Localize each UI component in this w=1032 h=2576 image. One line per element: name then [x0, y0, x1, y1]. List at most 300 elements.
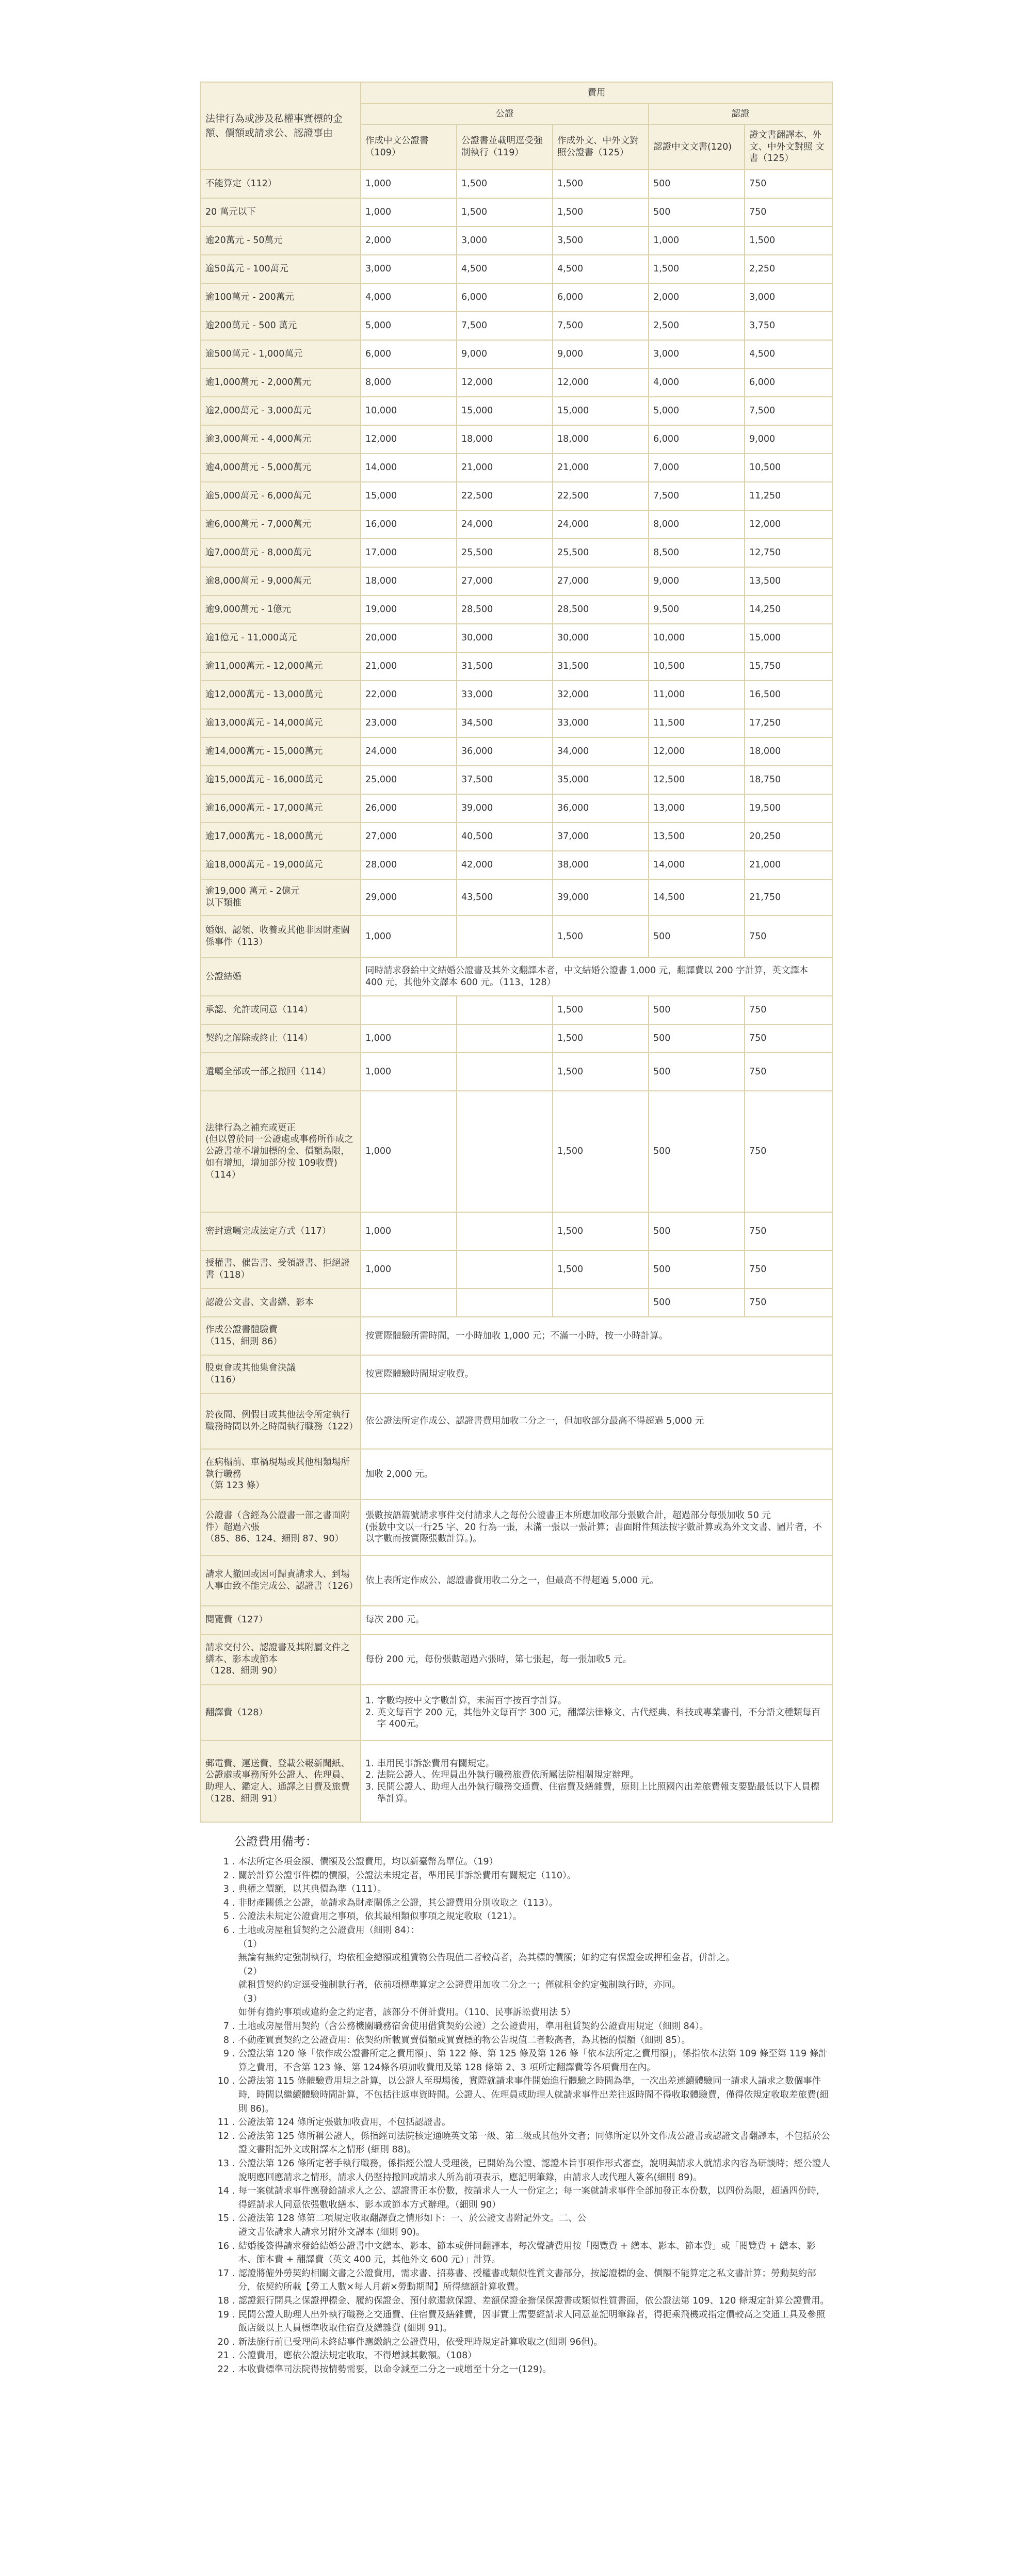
fee-value: 3,750 — [745, 312, 832, 340]
fee-value: 31,500 — [553, 652, 649, 681]
fee-value: 500 — [649, 915, 745, 958]
note-item: 20 . 新法施行前已受理尚未終結事件應繳納之公證費用，依受理時規定計算收取之(細則 96但)。 — [214, 2336, 832, 2349]
note-text: 公證法第 125 條所稱公證人，係指經司法院核定通曉英文第一級、第二級或其他外文者；同條所定以外文作成公證書或認證文書翻譯本，不包括於公證文書附記外文或附譯本之情形 (細則 88)。 — [238, 2131, 830, 2155]
fee-value: 1,500 — [553, 1250, 649, 1289]
note-text: 公證法第 128 條第二項規定收取翻譯費之情形如下：一、於公證文書附記外文。二、公 — [238, 2213, 587, 2224]
row-label: 逾500萬元 - 1,000萬元 — [201, 340, 361, 368]
fee-value: 1,500 — [457, 170, 553, 198]
row-label: 請求人撤回或因可歸責請求人、到場人事由致不能完成公、認證書（126） — [201, 1555, 361, 1606]
table-row — [201, 766, 832, 794]
fee-value: 1,500 — [553, 1091, 649, 1212]
fee-value: 11,500 — [649, 709, 745, 737]
table-row — [201, 1685, 832, 1741]
note-text: 如併有擔約事項或違約金之約定者，該部分不併計費用。（110、民事訴訟費用法 5） — [238, 2007, 576, 2018]
fee-value: 25,500 — [553, 539, 649, 567]
note-item: 17 . 認證將僱外勞契約相關文書之公證費用，需求書、招募書、授權書或類似性質文書部分，按認證標的金、價額不能算定之私文書計算；勞動契約部分，依契約所載【勞工人數×每人月薪×勞動期間】所得總額計算收費。 — [214, 2267, 832, 2294]
note-text: 公證法第 120 條「依作成公證書所定之費用額」、第 122 條、第 125 條及第 126 條「依本法所定之費用額」，係指依本法第 109 條至第 119 條計算之費用，不含第 123 條、第 124條各項加收費用及第 128 條第 2、3 項所定翻譯費等各項費用在內。 — [238, 2049, 828, 2073]
table-row — [201, 1741, 832, 1822]
fee-value: 30,000 — [457, 624, 553, 652]
fee-value: 750 — [745, 915, 832, 958]
fee-value: 1,500 — [553, 915, 649, 958]
fee-value: 9,000 — [553, 340, 649, 368]
header-col2: 公證書並載明逕受強制執行（119） — [457, 124, 553, 170]
row-label: 逾5,000萬元 - 6,000萬元 — [201, 482, 361, 510]
fee-value: 43,500 — [457, 879, 553, 915]
row-label: 逾17,000萬元 - 18,000萬元 — [201, 823, 361, 851]
fee-value: 33,000 — [457, 681, 553, 709]
fee-value: 36,000 — [457, 737, 553, 766]
fee-value: 750 — [745, 170, 832, 198]
note-item: 8 . 不動產買賣契約之公證費用：依契約所載買賣價額或買賣標的物公告現值二者較高者，為其標的價額（細則 85）。 — [214, 2034, 832, 2048]
fee-value: 18,000 — [457, 425, 553, 454]
fee-value: 39,000 — [553, 879, 649, 915]
span-text: 每次 200 元。 — [361, 1606, 832, 1634]
fee-value: 750 — [745, 1091, 832, 1212]
fee-value: 1,000 — [361, 198, 457, 227]
note-number: 8 — [223, 2035, 229, 2046]
row-label: 公證結婚 — [201, 958, 361, 996]
table-row — [201, 567, 832, 595]
fee-value — [457, 996, 553, 1024]
fee-value: 21,000 — [457, 454, 553, 482]
fee-value: 1,500 — [553, 1024, 649, 1053]
span-text: 加收 2,000 元。 — [361, 1449, 832, 1500]
fee-value: 37,500 — [457, 766, 553, 794]
fee-value: 25,000 — [361, 766, 457, 794]
fee-value: 12,500 — [649, 766, 745, 794]
fee-value: 8,000 — [361, 368, 457, 397]
fee-value: 42,000 — [457, 851, 553, 879]
fee-value: 24,000 — [553, 510, 649, 539]
fee-value: 4,000 — [649, 368, 745, 397]
table-row — [201, 425, 832, 454]
fee-value: 28,500 — [553, 595, 649, 624]
fee-value: 4,500 — [553, 255, 649, 283]
fee-value: 9,000 — [457, 340, 553, 368]
note-number: 13 — [217, 2159, 229, 2169]
row-label: 逾7,000萬元 - 8,000萬元 — [201, 539, 361, 567]
fee-value: 16,500 — [745, 681, 832, 709]
fee-value: 7,500 — [649, 482, 745, 510]
row-label: 逾11,000萬元 - 12,000萬元 — [201, 652, 361, 681]
fee-value: 34,500 — [457, 709, 553, 737]
fee-table — [200, 82, 833, 1823]
fee-notes — [200, 1833, 832, 2377]
row-label: 20 萬元以下 — [201, 198, 361, 227]
note-number: 4 — [223, 1897, 229, 1908]
fee-value: 1,500 — [553, 170, 649, 198]
fee-value: 30,000 — [553, 624, 649, 652]
fee-value: 20,250 — [745, 823, 832, 851]
fee-value — [361, 996, 457, 1024]
fee-value: 38,000 — [553, 851, 649, 879]
table-row — [201, 996, 832, 1024]
row-label: 契約之解除或終止（114） — [201, 1024, 361, 1053]
table-row — [201, 1449, 832, 1500]
table-row — [201, 227, 832, 255]
row-label: 遺囑全部或一部之撤回（114） — [201, 1053, 361, 1091]
row-label: 不能算定（112） — [201, 170, 361, 198]
row-label: 逾4,000萬元 - 5,000萬元 — [201, 454, 361, 482]
note-text: （1） — [238, 1939, 262, 1950]
fee-value: 15,750 — [745, 652, 832, 681]
note-number: 21 — [217, 2350, 229, 2361]
header-fee: 費用 — [361, 82, 832, 104]
fee-value: 500 — [649, 170, 745, 198]
note-item: 22 . 本收費標準司法院得按情勢需要，以命令減至二分之一或增至十分之一(129)。 — [214, 2363, 832, 2377]
row-label: 股東會或其他集會決議 （116） — [201, 1355, 361, 1393]
fee-value — [457, 1024, 553, 1053]
note-item: 7 . 土地或房屋借用契約（含公務機關職務宿舍使用借貸契約公證）之公證費用，準用租賃契約公證費用規定（細則 84）。 — [214, 2020, 832, 2034]
row-label: 逾8,000萬元 - 9,000萬元 — [201, 567, 361, 595]
note-number: 20 — [217, 2337, 229, 2347]
fee-value: 500 — [649, 1212, 745, 1250]
fee-value — [457, 1289, 553, 1317]
notes-title: 公證費用備考： — [234, 1835, 317, 1848]
list-item: 1. 車用民事訴訟費用有關規定。 — [365, 1758, 495, 1769]
note-item: 2 . 關於計算公證事件標的價額，公證法未規定者，準用民事訴訟費用有關規定（110）。 — [214, 1869, 832, 1883]
row-label: 逾13,000萬元 - 14,000萬元 — [201, 709, 361, 737]
list-item: 2. 英文每百字 200 元，其他外文每百字 300 元，翻譯法律條文、古代經典、科技或專業書刊，不分語文種類每百字 400元。 — [365, 1707, 828, 1731]
fee-table-body — [201, 170, 832, 1822]
row-label: 逾16,000萬元 - 17,000萬元 — [201, 794, 361, 823]
span-list — [361, 1685, 832, 1741]
fee-document — [200, 82, 832, 2377]
fee-value: 10,000 — [649, 624, 745, 652]
row-label: 逾200萬元 - 500 萬元 — [201, 312, 361, 340]
fee-value: 35,000 — [553, 766, 649, 794]
fee-value: 15,000 — [745, 624, 832, 652]
fee-value: 14,250 — [745, 595, 832, 624]
fee-value: 25,500 — [457, 539, 553, 567]
fee-value: 12,000 — [649, 737, 745, 766]
fee-value: 14,000 — [649, 851, 745, 879]
note-number: 7 — [223, 2021, 229, 2032]
row-label: 逾18,000萬元 - 19,000萬元 — [201, 851, 361, 879]
fee-value: 26,000 — [361, 794, 457, 823]
fee-value: 500 — [649, 1053, 745, 1091]
note-text: 本法所定各項金額、價額及公證費用，均以新臺幣為單位。（19） — [238, 1856, 498, 1867]
note-text: 證文書依請求人請求另附外文譯本 (細則 90)。 — [238, 2227, 425, 2237]
fee-value: 5,000 — [649, 397, 745, 425]
table-row — [201, 1250, 832, 1289]
note-text: 認證銀行開具之保證押標金、履約保證金、預付款還款保證、差額保證金擔保保證書或類似性質書面，依公證法第 109、120 條規定計算公證費用。 — [238, 2295, 830, 2306]
span-text: 依上表所定作成公、認證書費用收二分之一，但最高不得超過 5,000 元。 — [361, 1555, 832, 1606]
note-item: 11 . 公證法第 124 條所定張數加收費用，不包括認證書。 — [214, 2116, 832, 2130]
note-item: 1 . 本法所定各項金額、價額及公證費用，均以新臺幣為單位。（19） — [214, 1855, 832, 1869]
table-row — [201, 198, 832, 227]
note-text: 新法施行前已受理尚未終結事件應繳納之公證費用，依受理時規定計算收取之(細則 96但)。 — [238, 2337, 603, 2347]
fee-value: 7,500 — [553, 312, 649, 340]
list-item: 3. 民間公證人、助理人出外執行職務交通費、住宿費及繕雜費，原則上比照國內出差旅費報支要點最低以下人員標準計算。 — [365, 1781, 828, 1805]
fee-value: 27,000 — [361, 823, 457, 851]
fee-value: 2,000 — [361, 227, 457, 255]
table-row — [201, 1317, 832, 1355]
note-item: 3 . 典權之價額，以其典價為準（111）。 — [214, 1882, 832, 1896]
fee-value: 3,500 — [553, 227, 649, 255]
fee-value: 28,500 — [457, 595, 553, 624]
row-label: 逾1,000萬元 - 2,000萬元 — [201, 368, 361, 397]
note-text: 就租賃契約約定逕受強制執行者，依前項標準算定之公證費用加收二分之一；僅就租金約定強制執行時，亦同。 — [238, 1980, 681, 1991]
note-number: 10 — [217, 2076, 229, 2087]
fee-value: 27,000 — [457, 567, 553, 595]
row-label: 逾3,000萬元 - 4,000萬元 — [201, 425, 361, 454]
fee-value: 40,500 — [457, 823, 553, 851]
row-label: 逾100萬元 - 200萬元 — [201, 283, 361, 312]
note-text: 土地或房屋租賃契約之公證費用（細則 84）： — [238, 1925, 420, 1936]
note-number: 3 — [223, 1884, 229, 1895]
list-item-text: 車用民事訴訟費用有關規定。 — [377, 1758, 495, 1769]
fee-value — [361, 1289, 457, 1317]
fee-value: 750 — [745, 1212, 832, 1250]
fee-value: 1,000 — [361, 915, 457, 958]
fee-value: 750 — [745, 1024, 832, 1053]
fee-value: 13,500 — [745, 567, 832, 595]
row-label: 法律行為之補充或更正 (但以曾於同一公證處或事務所作成之公證書並不增加標的金、價額為限，如有增加，增加部分按 109收費) （114） — [201, 1091, 361, 1212]
fee-value: 1,000 — [361, 1212, 457, 1250]
list-item: 1. 字數均按中文字數計算，未滿百字按百字計算。 — [365, 1695, 567, 1706]
fee-value: 750 — [745, 996, 832, 1024]
note-text: 本收費標準司法院得按情勢需要，以命令減至二分之一或增至十分之一(129)。 — [238, 2364, 552, 2375]
note-text: 非財產關係之公證，並請求為財產關係之公證，其公證費用分別收取之（113）。 — [238, 1897, 558, 1908]
fee-value: 750 — [745, 1289, 832, 1317]
fee-value: 1,500 — [649, 255, 745, 283]
fee-value: 1,500 — [553, 1053, 649, 1091]
fee-value: 19,000 — [361, 595, 457, 624]
note-text: 認證將僱外勞契約相關文書之公證費用，需求書、招募書、授權書或類似性質文書部分，按認證標的金、價額不能算定之私文書計算；勞動契約部分，依契約所載【勞工人數×每人月薪×勞動期間】所得總額計算收費。 — [238, 2268, 816, 2293]
fee-value: 10,500 — [649, 652, 745, 681]
fee-value: 1,500 — [745, 227, 832, 255]
table-row — [201, 737, 832, 766]
row-label: 逾1億元 - 11,000萬元 — [201, 624, 361, 652]
row-label: 請求交付公、認證書及其附屬文件之繕本、影本或節本 （128、細則 90） — [201, 1634, 361, 1685]
header-notarization: 公證 — [361, 104, 649, 124]
row-label: 逾15,000萬元 - 16,000萬元 — [201, 766, 361, 794]
row-label: 作成公證書體驗費 （115、細則 86） — [201, 1317, 361, 1355]
row-label: 婚姻、認領、收養或其他非因財產關係事件（113） — [201, 915, 361, 958]
fee-value: 1,000 — [361, 170, 457, 198]
note-text: 公證法第 124 條所定張數加收費用，不包括認證書。 — [238, 2117, 451, 2128]
note-text: 無論有無約定強制執行，均依租金總額或租賃物公告現值二者較高者，為其標的價額；如約定有保證金或押租金者，併計之。 — [238, 1953, 735, 1963]
note-number: 12 — [217, 2131, 229, 2142]
fee-value: 7,500 — [745, 397, 832, 425]
table-row — [201, 851, 832, 879]
note-number: 14 — [217, 2186, 229, 2197]
fee-value: 1,000 — [361, 1053, 457, 1091]
fee-value: 29,000 — [361, 879, 457, 915]
note-text: 公證法第 115 條體驗費用規之計算，以公證人至現場後，實際就請求事件開始進行體驗之時間為準，一次出差連續體驗同一請求人請求之數個事件時，時間以繼續體驗時間計算，不包括往返車資時間。公證人、佐理員或助理人就請求事件出差往返時間不得收取體驗費，僅得依規定收取差旅費(細則 86)。 — [238, 2076, 829, 2114]
row-label: 翻譯費（128） — [201, 1685, 361, 1741]
fee-value: 8,000 — [649, 510, 745, 539]
note-item: 6 . 土地或房屋租賃契約之公證費用（細則 84）： （1） 無論有無約定強制執行，均依租金總額或租賃物公告現值二者較高者，為其標的價額；如約定有保證金或押租金者，併計之。 （2） 就租賃契約約定逕受強制執行者，依前項標準算定之公證費用加收二分之一；僅就租金約定強制執行時，亦同。 （3） 如併有擔約事項或違約金之約定者，該部分不併計費用。（110、民事訴訟費用法 5） — [214, 1924, 832, 2020]
note-item: 12 . 公證法第 125 條所稱公證人，係指經司法院核定通曉英文第一級、第二級或其他外文者；同條所定以外文作成公證書或認證文書翻譯本，不包括於公證文書附記外文或附譯本之情形 (細則 88)。 — [214, 2130, 832, 2157]
fee-value: 1,500 — [553, 1212, 649, 1250]
fee-value: 22,000 — [361, 681, 457, 709]
table-row — [201, 794, 832, 823]
row-label: 承認、允許或同意（114） — [201, 996, 361, 1024]
note-number: 1 — [223, 1856, 229, 1867]
fee-value: 9,500 — [649, 595, 745, 624]
header-col3: 作成外文、中外文對照公證書（125） — [553, 124, 649, 170]
fee-value: 12,000 — [457, 368, 553, 397]
note-number: 2 — [223, 1870, 229, 1881]
note-text: 土地或房屋借用契約（含公務機關職務宿舍使用借貸契約公證）之公證費用，準用租賃契約公證費用規定（細則 84）。 — [238, 2021, 709, 2032]
fee-value — [457, 1053, 553, 1091]
row-label: 授權書、催告書、受領證書、拒絕證書（118） — [201, 1250, 361, 1289]
fee-value: 12,750 — [745, 539, 832, 567]
fee-value: 18,000 — [553, 425, 649, 454]
fee-value: 1,500 — [553, 996, 649, 1024]
table-row — [201, 1289, 832, 1317]
fee-value: 3,000 — [745, 283, 832, 312]
fee-value: 14,000 — [361, 454, 457, 482]
fee-value — [457, 1091, 553, 1212]
note-item: 16 . 結婚後簽得請求發給結婚公證書中文繕本、影本、節本或併同翻譯本，每次聲請費用按「閱覽費 + 繕本、影本、節本費」或「閱覽費 + 繕本、影本、節本費 + 翻譯費（英文 400 元，其他外文 600 元）」計算。 — [214, 2240, 832, 2267]
table-row — [201, 624, 832, 652]
span-text: 按實際體驗所需時間，一小時加收 1,000 元；不滿一小時，按一小時計算。 — [361, 1317, 832, 1355]
fee-value: 39,000 — [457, 794, 553, 823]
fee-value: 32,000 — [553, 681, 649, 709]
note-item: 13 . 公證法第 126 條所定著手執行職務，係指經公證人受理後，已開始為公證、認證本旨事項作形式審查，說明與請求人就請求內容為研談時；經公證人說明應回應請求之情形，請求人仍堅持撤回或請求人所為前項表示，應記明筆錄，由請求人或代理人簽名(細則 89)。 — [214, 2157, 832, 2184]
table-row — [201, 482, 832, 510]
fee-value: 3,000 — [457, 227, 553, 255]
table-row — [201, 1634, 832, 1685]
table-row — [201, 1024, 832, 1053]
fee-value: 14,500 — [649, 879, 745, 915]
table-row — [201, 709, 832, 737]
fee-value: 37,000 — [553, 823, 649, 851]
fee-value: 6,000 — [457, 283, 553, 312]
fee-value: 4,500 — [745, 340, 832, 368]
list-item: 2. 法院公證人、佐理員出外執行職務旅費依所屬法院相關規定辦理。 — [365, 1770, 639, 1781]
table-row — [201, 539, 832, 567]
fee-value: 9,000 — [649, 567, 745, 595]
table-row — [201, 170, 832, 198]
row-label: 逾50萬元 - 100萬元 — [201, 255, 361, 283]
note-text: 公證法未規定公證費用之事項，依其最相類似事項之規定收取（121）。 — [238, 1911, 522, 1922]
fee-value: 15,000 — [361, 482, 457, 510]
fee-value: 18,000 — [361, 567, 457, 595]
fee-value: 1,000 — [361, 1091, 457, 1212]
fee-value: 17,000 — [361, 539, 457, 567]
fee-value: 28,000 — [361, 851, 457, 879]
row-label: 公證書（含經為公證書一部之書面附件）超過六張 （85、86、124、細則 87、90） — [201, 1500, 361, 1555]
notes-list — [214, 1855, 832, 2377]
fee-value: 36,000 — [553, 794, 649, 823]
fee-value: 7,500 — [457, 312, 553, 340]
fee-value: 22,500 — [553, 482, 649, 510]
note-text: 公證法第 126 條所定著手執行職務，係指經公證人受理後，已開始為公證、認證本旨事項作形式審查，說明與請求人就請求內容為研談時；經公證人說明應回應請求之情形，請求人仍堅持撤回或請求人所為前項表示，應記明筆錄，由請求人或代理人簽名(細則 89)。 — [238, 2159, 830, 2183]
fee-value: 6,000 — [649, 425, 745, 454]
fee-value: 500 — [649, 1024, 745, 1053]
table-row — [201, 1091, 832, 1212]
fee-value: 31,500 — [457, 652, 553, 681]
fee-value: 10,000 — [361, 397, 457, 425]
fee-value: 21,000 — [745, 851, 832, 879]
note-item: 21 . 公證費用，應依公證法規定收取，不得增減其數額。（108） — [214, 2349, 832, 2363]
row-label: 閱覽費（127） — [201, 1606, 361, 1634]
fee-value: 15,000 — [553, 397, 649, 425]
list-item-text: 法院公證人、佐理員出外執行職務旅費依所屬法院相關規定辦理。 — [377, 1770, 639, 1781]
fee-value: 6,000 — [361, 340, 457, 368]
table-row — [201, 1393, 832, 1449]
table-row — [201, 1355, 832, 1393]
table-row — [201, 510, 832, 539]
fee-value: 18,750 — [745, 766, 832, 794]
fee-value: 500 — [649, 1250, 745, 1289]
fee-value: 11,000 — [649, 681, 745, 709]
fee-value — [457, 1250, 553, 1289]
table-row — [201, 823, 832, 851]
fee-value: 15,000 — [457, 397, 553, 425]
fee-value: 750 — [745, 1250, 832, 1289]
note-number: 22 — [217, 2364, 229, 2375]
fee-value: 24,000 — [361, 737, 457, 766]
fee-value: 18,000 — [745, 737, 832, 766]
note-number: 18 — [217, 2295, 229, 2306]
fee-value — [553, 1289, 649, 1317]
note-item: 9 . 公證法第 120 條「依作成公證書所定之費用額」、第 122 條、第 125 條及第 126 條「依本法所定之費用額」，係指依本法第 109 條至第 119 條計算之費用，不含第 123 條、第 124條各項加收費用及第 128 條第 2、3 項所定翻譯費等各項費用在內。 — [214, 2047, 832, 2074]
table-row — [201, 1212, 832, 1250]
note-number: 11 — [217, 2117, 229, 2128]
table-row — [201, 255, 832, 283]
fee-value: 1,000 — [649, 227, 745, 255]
row-label: 在病榻前、車禍現場或其他相類場所執行職務 （第 123 條） — [201, 1449, 361, 1500]
fee-value: 13,000 — [649, 794, 745, 823]
header-subject: 法律行為或涉及私權事實標的金額、價額或請求公、認證事由 — [201, 82, 361, 170]
table-row — [201, 652, 832, 681]
table-row — [201, 454, 832, 482]
note-item: 14 . 每一案就請求事件應發給請求人之公、認證書正本份數，按請求人一人一份定之；每一案就請求事件全部加發正本份數，以四份為限，超過四份時，得經請求人同意依張數收繕本、影本或節本方式辦理。（細則 90） — [214, 2184, 832, 2212]
fee-value: 8,500 — [649, 539, 745, 567]
row-label: 逾6,000萬元 - 7,000萬元 — [201, 510, 361, 539]
note-number: 5 — [223, 1911, 229, 1922]
span-text: 依公證法所定作成公、認證書費用加收二分之一，但加收部分最高不得超過 5,000 元 — [361, 1393, 832, 1449]
fee-value: 13,500 — [649, 823, 745, 851]
fee-value: 750 — [745, 198, 832, 227]
table-row — [201, 397, 832, 425]
fee-value: 1,000 — [361, 1250, 457, 1289]
table-row — [201, 1053, 832, 1091]
fee-value: 500 — [649, 1091, 745, 1212]
fee-value: 1,000 — [361, 1024, 457, 1053]
fee-value — [457, 915, 553, 958]
row-label: 郵電費、運送費、登載公報新聞紙、公證處或事務所外公證人、佐理員、助理人、鑑定人、通譯之日費及旅費 （128、細則 91） — [201, 1741, 361, 1822]
fee-value: 2,000 — [649, 283, 745, 312]
table-row — [201, 1606, 832, 1634]
table-row — [201, 312, 832, 340]
row-label: 逾9,000萬元 - 1億元 — [201, 595, 361, 624]
note-item: 4 . 非財產關係之公證，並請求為財產關係之公證，其公證費用分別收取之（113）。 — [214, 1896, 832, 1910]
fee-value: 23,000 — [361, 709, 457, 737]
fee-value: 2,250 — [745, 255, 832, 283]
fee-value: 1,500 — [457, 198, 553, 227]
header-authentication: 認證 — [649, 104, 832, 124]
note-item: 19 . 民間公證人助理人出外執行職務之交通費、住宿費及繕雜費，因事實上需要經請求人同意並記明筆錄者，得扼乘飛機或指定價較高之交通工具及參照飯店級以上人員標準收取住宿費及繕雜費 (細則 91)。 — [214, 2308, 832, 2336]
note-number: 9 — [223, 2049, 229, 2059]
note-number: 16 — [217, 2241, 229, 2251]
note-text: （2） — [238, 1966, 262, 1977]
header-col1: 作成中文公證書（109） — [361, 124, 457, 170]
note-text: 民間公證人助理人出外執行職務之交通費、住宿費及繕雜費，因事實上需要經請求人同意並記明筆錄者，得扼乘飛機或指定價較高之交通工具及參照飯店級以上人員標準收取住宿費及繕雜費 (細則 91)。 — [238, 2309, 826, 2334]
span-text: 每份 200 元，每份張數超過六張時，第七張起，每一張加收5 元。 — [361, 1634, 832, 1685]
fee-value: 3,000 — [649, 340, 745, 368]
header-col5: 證文書翻譯本、外文、中外文對照 文 書（125） — [745, 124, 832, 170]
table-row — [201, 595, 832, 624]
fee-value: 9,000 — [745, 425, 832, 454]
fee-value: 2,500 — [649, 312, 745, 340]
note-number: 19 — [217, 2309, 229, 2320]
